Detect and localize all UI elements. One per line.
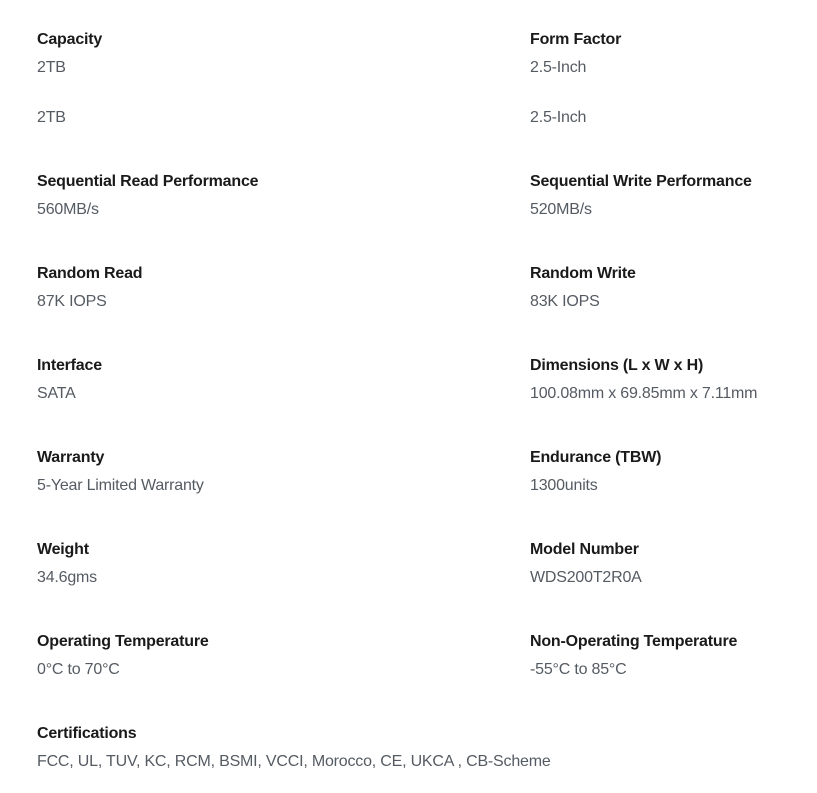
spec-capacity xyxy=(37,30,102,128)
spec-dimensions xyxy=(530,356,757,404)
spec-form-factor xyxy=(530,30,621,128)
spec-label: Interface xyxy=(37,357,102,374)
spec-operating-temperature xyxy=(37,632,209,680)
spec-label: Random Write xyxy=(530,265,636,282)
spec-value: 5-Year Limited Warranty xyxy=(37,477,204,494)
spec-warranty xyxy=(37,448,204,496)
spec-label: Certifications xyxy=(37,725,137,742)
spec-random-write xyxy=(530,264,636,312)
spec-label: Sequential Read Performance xyxy=(37,173,259,190)
spec-value: 520MB/s xyxy=(530,201,592,218)
spec-label: Non-Operating Temperature xyxy=(530,633,738,650)
spec-value: WDS200T2R0A xyxy=(530,569,642,586)
spec-random-read xyxy=(37,264,142,312)
spec-label: Capacity xyxy=(37,31,103,48)
spec-label: Endurance (TBW) xyxy=(530,449,662,466)
spec-value: 87K IOPS xyxy=(37,293,107,310)
spec-sequential-read xyxy=(37,172,258,220)
spec-value: 560MB/s xyxy=(37,201,99,218)
spec-value-repeat: 2.5-Inch xyxy=(530,109,587,126)
spec-value: SATA xyxy=(37,385,76,402)
spec-label: Sequential Write Performance xyxy=(530,173,752,190)
spec-label: Dimensions (L x W x H) xyxy=(530,357,704,374)
spec-label: Operating Temperature xyxy=(37,633,209,650)
spec-value: 1300units xyxy=(530,477,598,494)
spec-weight xyxy=(37,540,97,588)
spec-value: -55°C to 85°C xyxy=(530,661,627,678)
spec-value: 2.5-Inch xyxy=(530,59,587,76)
spec-label: Warranty xyxy=(37,449,105,466)
spec-non-operating-temperature xyxy=(530,632,737,680)
spec-value: 34.6gms xyxy=(37,569,97,586)
spec-label: Random Read xyxy=(37,265,143,282)
spec-value-repeat: 2TB xyxy=(37,109,66,126)
spec-value: 100.08mm x 69.85mm x 7.11mm xyxy=(530,385,758,402)
spec-value: 2TB xyxy=(37,59,66,76)
spec-endurance xyxy=(530,448,661,496)
spec-interface xyxy=(37,356,102,404)
spec-label: Form Factor xyxy=(530,31,622,48)
spec-label: Model Number xyxy=(530,541,639,558)
spec-label: Weight xyxy=(37,541,89,558)
spec-value: FCC, UL, TUV, KC, RCM, BSMI, VCCI, Morocco, CE, UKCA , CB-Scheme xyxy=(37,753,551,770)
spec-model-number xyxy=(530,540,642,588)
spec-value: 83K IOPS xyxy=(530,293,600,310)
spec-value: 0°C to 70°C xyxy=(37,661,120,678)
spec-sequential-write xyxy=(530,172,752,220)
spec-certifications xyxy=(37,724,551,772)
